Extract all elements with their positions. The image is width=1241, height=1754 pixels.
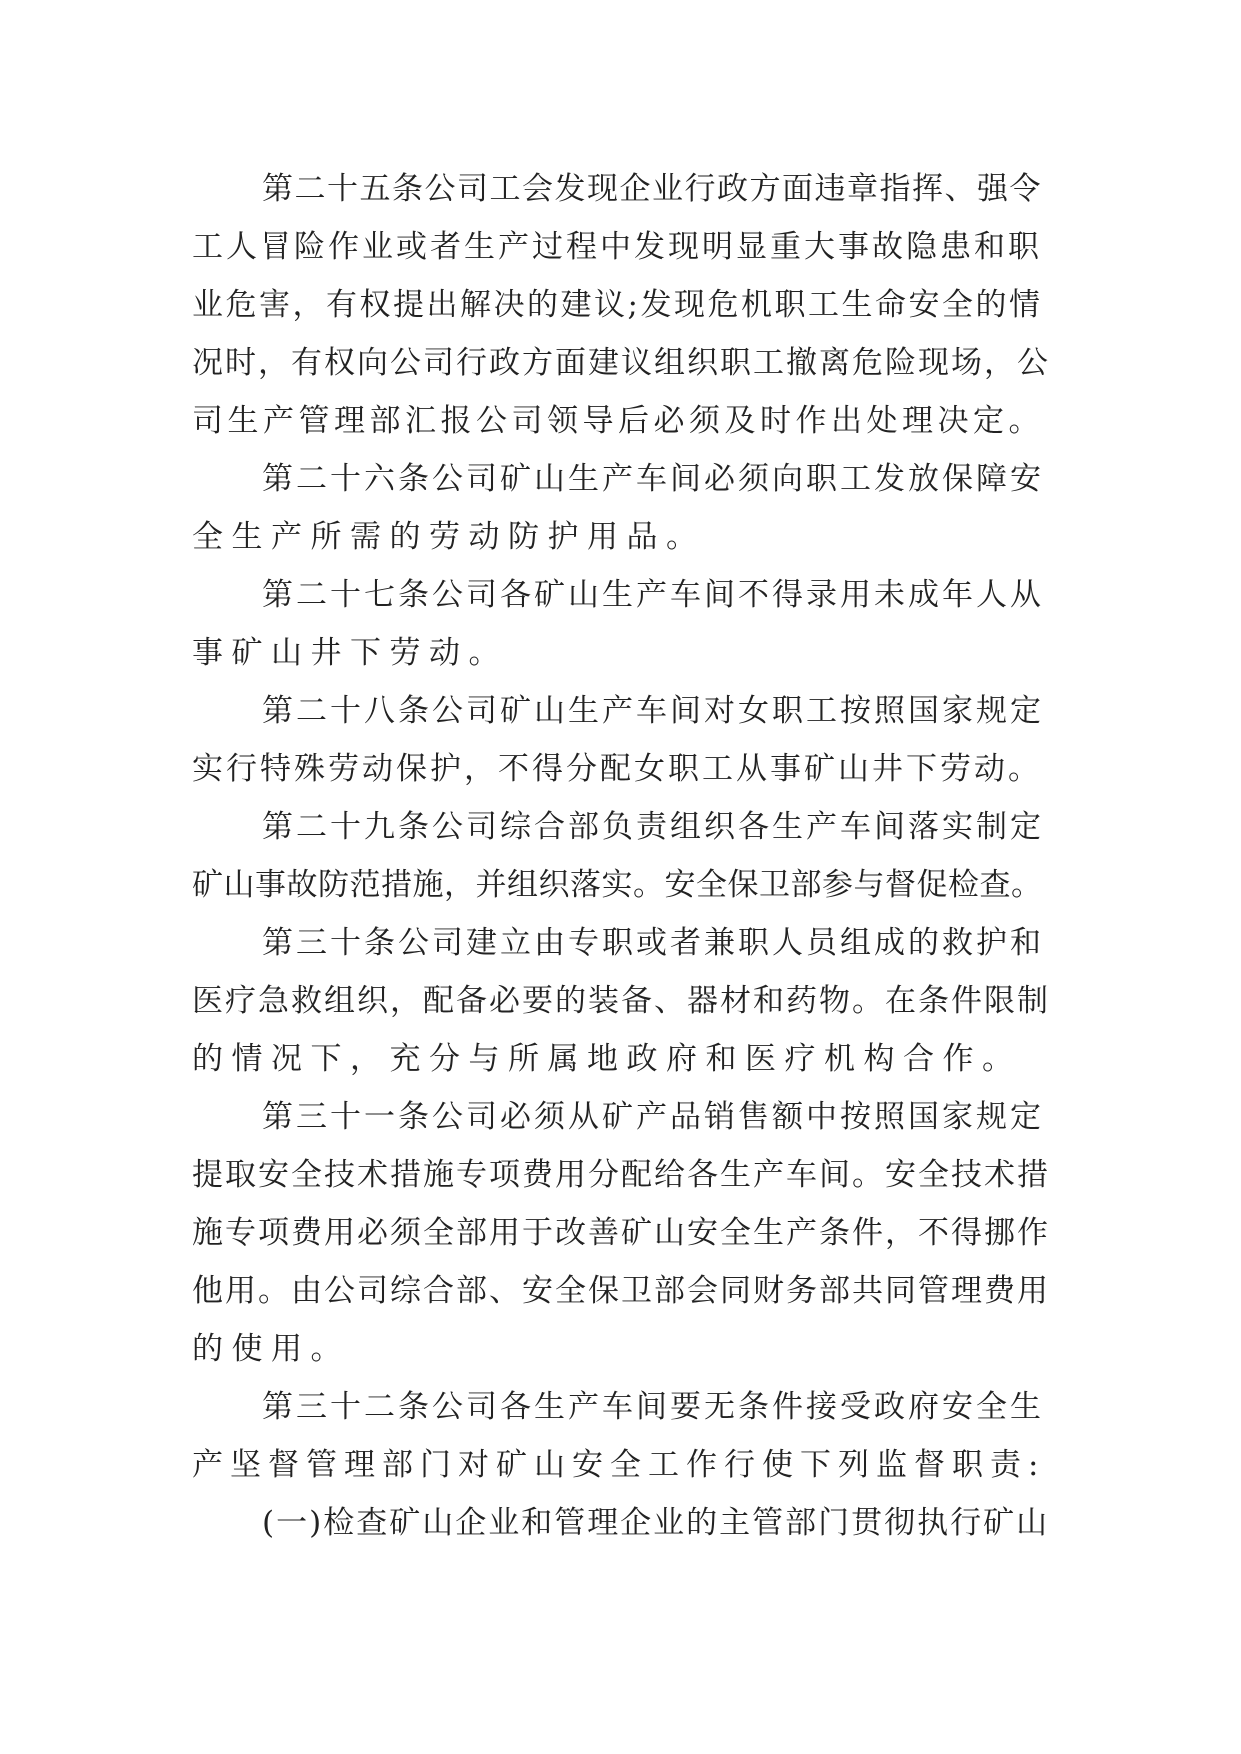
article-29-paragraph	[192, 798, 1052, 914]
text-line: 况时，有权向公司行政方面建议组织职工撤离危险现场，公	[192, 345, 1050, 381]
text-line: 事矿山井下劳动。	[192, 635, 508, 671]
article-28-paragraph	[192, 682, 1052, 798]
text-line: 工人冒险作业或者生产过程中发现明显重大事故隐患和职	[192, 229, 1042, 265]
text-line: (一)检查矿山企业和管理企业的主管部门贯彻执行矿山	[262, 1505, 1050, 1541]
text-line: 第三十条公司建立由专职或者兼职人员组成的救护和	[262, 925, 1044, 961]
text-line: 全生产所需的劳动防护用品。	[192, 519, 706, 555]
article-31-paragraph	[192, 1088, 1052, 1378]
text-line: 第二十五条公司工会发现企业行政方面违章指挥、强令	[262, 171, 1042, 207]
text-line: 业危害，有权提出解决的建议;发现危机职工生命安全的情	[192, 287, 1043, 323]
text-line: 实行特殊劳动保护，不得分配女职工从事矿山井下劳动。	[192, 751, 1042, 787]
text-line: 司生产管理部汇报公司领导后必须及时作出处理决定。	[192, 403, 1044, 439]
text-line: 第三十二条公司各生产车间要无条件接受政府安全生	[262, 1389, 1044, 1425]
document-body	[192, 160, 1052, 1552]
article-32-paragraph	[192, 1378, 1052, 1494]
text-line: 施专项费用必须全部用于改善矿山安全生产条件，不得挪作	[192, 1215, 1050, 1251]
text-line: 第三十一条公司必须从矿产品销售额中按照国家规定	[262, 1099, 1044, 1135]
text-line: 产坚督管理部门对矿山安全工作行使下列监督职责:	[192, 1447, 1046, 1483]
item-1-paragraph	[192, 1494, 1052, 1552]
text-line: 的情况下，充分与所属地政府和医疗机构合作。	[192, 1041, 1022, 1077]
text-line: 他用。由公司综合部、安全保卫部会同财务部共同管理费用	[192, 1273, 1050, 1309]
text-line: 矿山事故防范措施，并组织落实。安全保卫部参与督促检查。	[192, 867, 1043, 903]
text-line: 的使用。	[192, 1331, 350, 1367]
text-line: 第二十九条公司综合部负责组织各生产车间落实制定	[262, 809, 1044, 845]
text-line: 第二十八条公司矿山生产车间对女职工按照国家规定	[262, 693, 1044, 729]
text-line: 第二十七条公司各矿山生产车间不得录用未成年人从	[262, 577, 1044, 613]
text-line: 提取安全技术措施专项费用分配给各生产车间。安全技术措	[192, 1157, 1050, 1193]
article-25-paragraph	[192, 160, 1052, 450]
article-30-paragraph	[192, 914, 1052, 1088]
article-26-paragraph	[192, 450, 1052, 566]
text-line: 第二十六条公司矿山生产车间必须向职工发放保障安	[262, 461, 1044, 497]
article-27-paragraph	[192, 566, 1052, 682]
text-line: 医疗急救组织，配备必要的装备、器材和药物。在条件限制	[192, 983, 1050, 1019]
